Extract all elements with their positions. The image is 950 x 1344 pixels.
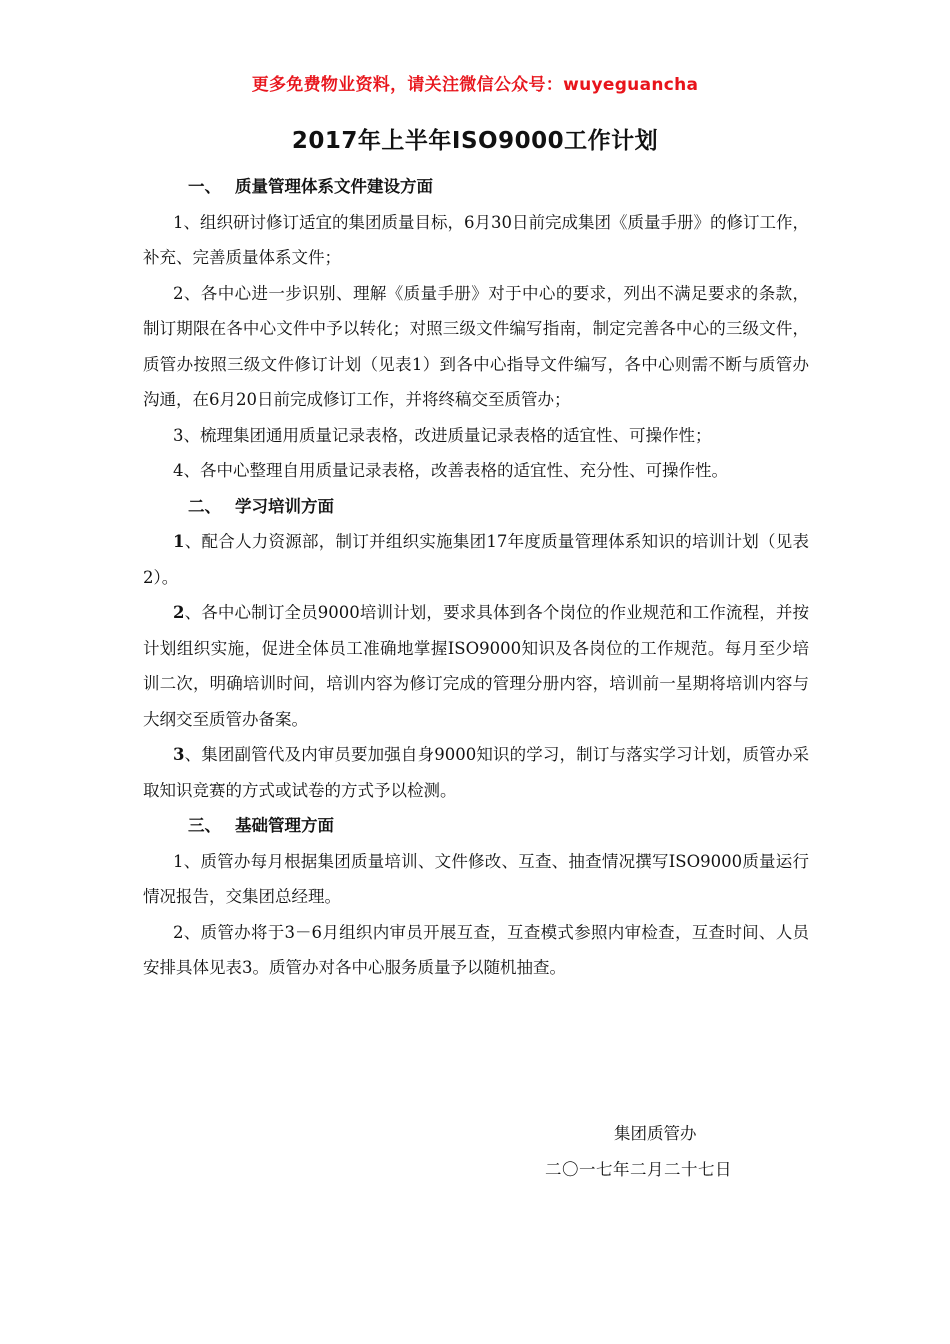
section-heading-3 bbox=[188, 808, 809, 844]
item-text: 、各中心整理自用质量记录表格，改善表格的适宜性、充分性、可操作性。 bbox=[183, 461, 728, 480]
section-number: 二、 bbox=[188, 496, 221, 516]
signature-org: 集团质管办 bbox=[614, 1124, 697, 1143]
paragraph bbox=[143, 418, 809, 454]
item-number: 3 bbox=[173, 745, 185, 764]
paragraph bbox=[143, 205, 809, 276]
paragraph bbox=[143, 276, 809, 418]
item-text: 、质管办将于3－6月组织内审员开展互查，互查模式参照内审检查，互查时间、人员安排具体见表3。质管办对各中心服务质量予以随机抽查。 bbox=[143, 922, 809, 977]
item-number: 1 bbox=[173, 212, 184, 232]
paragraph bbox=[143, 915, 809, 986]
item-number: 1 bbox=[173, 532, 185, 551]
signature-date: 二〇一七年二月二十七日 bbox=[545, 1160, 732, 1179]
item-number: 4 bbox=[173, 461, 184, 480]
item-text: 、配合人力资源部，制订并组织实施集团17年度质量管理体系知识的培训计划（见表2）。 bbox=[143, 532, 809, 587]
section-title: 学习培训方面 bbox=[235, 496, 334, 516]
item-text: 、组织研讨修订适宜的集团质量目标，6月30日前完成集团《质量手册》的修订工作，补充、完善质量体系文件； bbox=[143, 212, 809, 267]
section-heading-1 bbox=[188, 169, 809, 205]
item-text: 、各中心制订全员9000培训计划，要求具体到各个岗位的作业规范和工作流程，并按计划组织实施，促进全体员工准确地掌握ISO9000知识及各岗位的工作规范。每月至少培训二次，明确培训时间，培训内容为修订完成的管理分册内容，培训前一星期将培训内容与大纲交至质管办备案。 bbox=[143, 603, 809, 729]
document-body bbox=[143, 169, 809, 986]
item-number: 2 bbox=[173, 603, 185, 622]
paragraph bbox=[143, 844, 809, 915]
item-text: 、集团副管代及内审员要加强自身9000知识的学习，制订与落实学习计划，质管办采取知识竞赛的方式或试卷的方式予以检测。 bbox=[143, 745, 809, 800]
section-heading-2 bbox=[188, 489, 809, 525]
section-title: 基础管理方面 bbox=[235, 816, 334, 835]
item-text: 、质管办每月根据集团质量培训、文件修改、互查、抽查情况撰写ISO9000质量运行情况报告，交集团总经理。 bbox=[143, 851, 809, 906]
paragraph bbox=[143, 737, 809, 808]
item-text: 、各中心进一步识别、理解《质量手册》对于中心的要求，列出不满足要求的条款，制订期限在各中心文件中予以转化；对照三级文件编写指南，制定完善各中心的三级文件，质管办按照三级文件修订计划（见表1）到各中心指导文件编写，各中心则需不断与质管办沟通，在6月20日前完成修订工作，并将终稿交至质管办； bbox=[143, 283, 809, 409]
paragraph bbox=[143, 595, 809, 737]
section-number: 三、 bbox=[188, 816, 221, 835]
item-number: 3 bbox=[173, 425, 184, 445]
item-number: 2 bbox=[173, 283, 184, 303]
promo-banner: 更多免费物业资料，请关注微信公众号：wuyeguancha bbox=[251, 75, 699, 95]
item-number: 1 bbox=[173, 851, 184, 871]
item-number: 2 bbox=[173, 922, 184, 942]
item-text: 、梳理集团通用质量记录表格，改进质量记录表格的适宜性、可操作性； bbox=[183, 425, 712, 445]
section-title: 质量管理体系文件建设方面 bbox=[235, 177, 433, 196]
section-number: 一、 bbox=[188, 177, 221, 196]
document-title: 2017年上半年ISO9000工作计划 bbox=[291, 128, 659, 154]
paragraph bbox=[143, 453, 809, 489]
paragraph bbox=[143, 524, 809, 595]
